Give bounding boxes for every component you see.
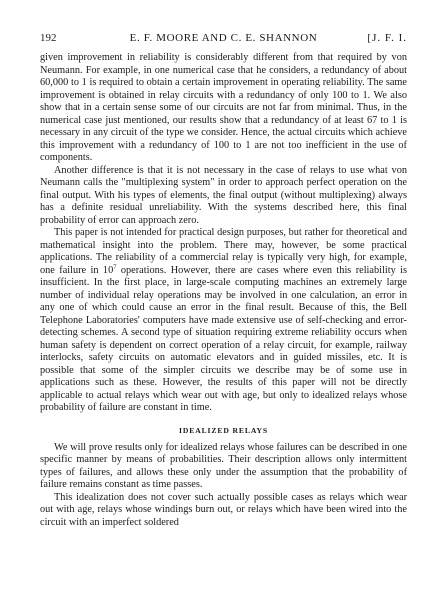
paragraph-practical-text-end: operations. However, there are cases where even this reliability is insufficient. In the first place, in large-scale computing machines an extremely large number of individual relay operations may be involved in one calculation, an error in any one of which could cause an error in the final result. Because of this, the Bell Telephone Laboratories' computers have made extensive use of self-checking and error-detecting schemes. A second type of situation requiring extreme reliability occurs when human safety is dependent on correct operation of a relay circuit, for example, railway interlocks, safety circuits on automatic elevators and in guided missiles, etc. It is possible that some of the simpler circuits we describe may be of some use in applications such as these. However, the results of this paper will not be directly applicable to actual relays which wear out with age, but only to idealized relays whose probability of failure are constant in time. (40, 264, 407, 413)
running-head (40, 30, 407, 46)
paragraph-idealization-limits: This idealization does not cover such actually possible cases as relays which wear out with age, relays whose windings burn out, or relays which have been wired into the circuit with an imperfect soldered (40, 491, 407, 528)
page-number: 192 (40, 32, 57, 44)
paragraph-practical-applications (40, 227, 407, 415)
running-title: E. F. MOORE AND C. E. SHANNON (129, 32, 318, 44)
exponent: 7 (113, 263, 117, 271)
paragraph-practical-text-start: This paper is not intended for practical design purposes, but rather for theoretical and mathematical insight into the problem. There may, however, be some practical applications. The reliability of a commercial relay is typically very high, for example, one failure in 10 (40, 227, 407, 276)
paragraph-idealized-description: We will prove results only for idealized relays whose failures can be described in one specific manner by means of probabilities. Their description allows only intermittent types of failures, and allows these only under the assumption that the probability of failure remains constant as time passes. (40, 441, 407, 490)
paragraph-multiplexing: Another difference is that it is not necessary in the case of relays to use what von Neumann calls the "multiplexing system" in order to approach perfect operation on the final output. With his types of elements, the final output (without multiplexing) always has a definite residual unreliability. With the systems described here, this final probability of error can approach zero. (40, 164, 407, 226)
paragraph-redundancy: given improvement in reliability is considerably different from that required by von Neumann. For example, in one numerical case that he considers, a redundancy of about 60,000 to 1 is required to obtain a certain improvement in operating reliability. The same improvement is obtained in relay circuits with a redundancy of only 100 to 1. We also show that in a certain sense some of our circuits are not far from minimal. Thus, in the numerical case just mentioned, our results show that a redundancy of at least 67 to 1 is necessary in any circuit of the type we consider. Hence, the actual circuits which achieve this improvement with a redundancy of 100 to 1 are not too inefficient in the use of components. (40, 52, 407, 163)
journal-mark: [J. F. I. (367, 32, 407, 44)
section-heading-idealized-relays: IDEALIZED RELAYS (178, 425, 269, 435)
